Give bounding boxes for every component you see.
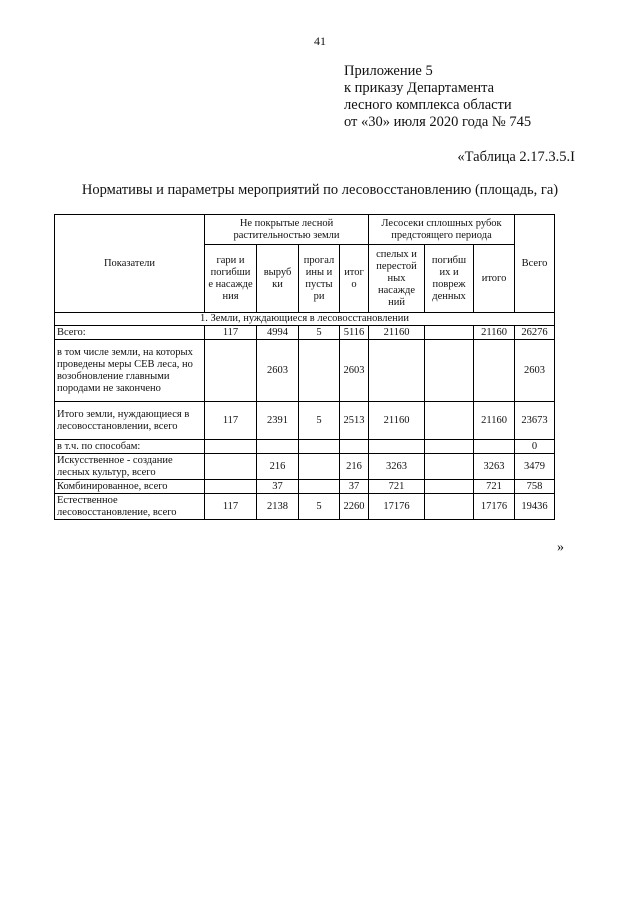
table-row (55, 326, 555, 340)
cell-glades (299, 440, 340, 454)
cell-damaged (425, 340, 474, 402)
document-title: Нормативы и параметры мероприятий по лесовосстановлению (площадь, га) (81, 182, 559, 198)
cell-total: 2603 (515, 340, 555, 402)
cell-damaged (425, 326, 474, 340)
row-label: в том числе земли, на которых проведены меры СЕВ леса, но возобновление главными породами не закончено (55, 340, 205, 402)
cell-clearings: 2138 (257, 494, 299, 520)
cell-clearings: 2603 (257, 340, 299, 402)
cell-damaged (425, 440, 474, 454)
cell-subtotal-1: 216 (340, 454, 369, 480)
appendix-line-1: Приложение 5 (344, 63, 433, 79)
cell-mature: 17176 (369, 494, 425, 520)
cell-clearings (257, 440, 299, 454)
cell-damaged (425, 480, 474, 494)
cell-subtotal-1: 2513 (340, 402, 369, 440)
cell-burned (205, 440, 257, 454)
cell-glades: 5 (299, 326, 340, 340)
table-header-row-1 (55, 215, 555, 245)
header-indicators: Показатели (55, 215, 205, 313)
cell-subtotal-1 (340, 440, 369, 454)
header-glades: прогал ины и пусты ри (299, 245, 340, 313)
cell-subtotal-2: 21160 (474, 402, 515, 440)
row-label: Искусственное - создание лесных культур, всего (55, 454, 205, 480)
table-reference: «Таблица 2.17.3.5.I (457, 149, 575, 165)
cell-clearings: 216 (257, 454, 299, 480)
cell-mature: 21160 (369, 402, 425, 440)
row-label: Комбинированное, всего (55, 480, 205, 494)
cell-mature: 721 (369, 480, 425, 494)
header-total: Всего (515, 215, 555, 313)
row-label: в т.ч. по способам: (55, 440, 205, 454)
header-subtotal-2: итого (474, 245, 515, 313)
cell-total: 26276 (515, 326, 555, 340)
cell-glades: 5 (299, 494, 340, 520)
cell-total: 758 (515, 480, 555, 494)
cell-burned (205, 340, 257, 402)
cell-clearings: 2391 (257, 402, 299, 440)
row-label: Естественное лесовосстановление, всего (55, 494, 205, 520)
cell-subtotal-2 (474, 340, 515, 402)
cell-clearings: 4994 (257, 326, 299, 340)
page-number: 41 (314, 34, 326, 48)
header-burned: гари и погибши е насажде ния (205, 245, 257, 313)
cell-burned (205, 454, 257, 480)
section-row (55, 313, 555, 326)
cell-glades: 5 (299, 402, 340, 440)
cell-mature (369, 340, 425, 402)
cell-subtotal-2: 21160 (474, 326, 515, 340)
table-row (55, 454, 555, 480)
cell-glades (299, 454, 340, 480)
table-row (55, 340, 555, 402)
cell-burned (205, 480, 257, 494)
header-mature: спелых и перестой ных насажде ний (369, 245, 425, 313)
section-title: 1. Земли, нуждающиеся в лесовосстановлении (55, 313, 555, 326)
cell-damaged (425, 454, 474, 480)
cell-damaged (425, 494, 474, 520)
cell-burned: 117 (205, 326, 257, 340)
header-subtotal-1: итог о (340, 245, 369, 313)
cell-burned: 117 (205, 494, 257, 520)
table-row (55, 402, 555, 440)
cell-total: 3479 (515, 454, 555, 480)
row-label: Всего: (55, 326, 205, 340)
cell-subtotal-2: 17176 (474, 494, 515, 520)
closing-quote: » (557, 540, 564, 555)
appendix-line-2: к приказу Департамента (344, 80, 495, 96)
table-row (55, 480, 555, 494)
header-clearings: выруб ки (257, 245, 299, 313)
cell-mature (369, 440, 425, 454)
header-group-unforested: Не покрытые лесной растительностью земли (205, 215, 369, 245)
cell-subtotal-2 (474, 440, 515, 454)
row-label: Итого земли, нуждающиеся в лесовосстановлении, всего (55, 402, 205, 440)
cell-total: 19436 (515, 494, 555, 520)
table-row (55, 494, 555, 520)
cell-clearings: 37 (257, 480, 299, 494)
header-damaged: погибш их и повреж денных (425, 245, 474, 313)
cell-total: 0 (515, 440, 555, 454)
norms-table (54, 214, 555, 520)
cell-subtotal-1: 37 (340, 480, 369, 494)
cell-subtotal-1: 2603 (340, 340, 369, 402)
appendix-block (344, 63, 531, 131)
header-group-cutting: Лесосеки сплошных рубок предстоящего периода (369, 215, 515, 245)
cell-glades (299, 480, 340, 494)
cell-total: 23673 (515, 402, 555, 440)
appendix-line-4: от «30» июля 2020 года № 745 (344, 114, 532, 130)
cell-subtotal-2: 721 (474, 480, 515, 494)
cell-subtotal-1: 5116 (340, 326, 369, 340)
table-row (55, 440, 555, 454)
cell-damaged (425, 402, 474, 440)
cell-subtotal-2: 3263 (474, 454, 515, 480)
cell-glades (299, 340, 340, 402)
cell-subtotal-1: 2260 (340, 494, 369, 520)
cell-mature: 3263 (369, 454, 425, 480)
cell-mature: 21160 (369, 326, 425, 340)
cell-burned: 117 (205, 402, 257, 440)
appendix-line-3: лесного комплекса области (344, 97, 512, 113)
